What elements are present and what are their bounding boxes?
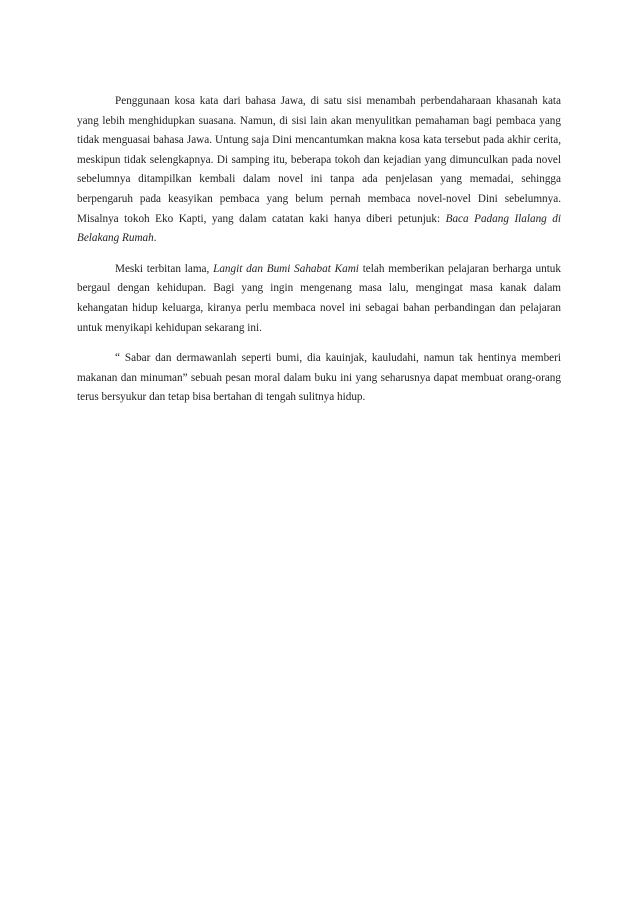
- paragraph-1: [77, 92, 561, 249]
- book-title: Langit dan Bumi Sahabat Kami: [213, 262, 359, 275]
- paragraph-2: [77, 260, 561, 338]
- paragraph-1-italic-reference: Baca Padang Ilalang di Belakang Rumah: [77, 212, 562, 245]
- paragraph-2-before: Meski terbitan lama,: [115, 262, 214, 275]
- paragraph-1-text: Penggunaan kosa kata dari bahasa Jawa, di satu sisi menambah perbendaharaan khasanah kata yang lebih menghidupkan suasana. Namun, di sisi lain akan menyulitkan pemahaman bagi pembaca yang tidak menguasai bahasa Jawa. Untung saja Dini mencantumkan makna kosa kata tersebut pada akhir cerita, meskipun tidak selengkapnya. Di samping itu, beberapa tokoh dan kejadian yang dimunculkan pada novel sebelumnya ditampilkan kembali dalam novel ini tanpa ada penjelasan yang memadai, sehingga berpengaruh pada keasyikan pembaca yang belum pernah membaca novel-novel Dini sebelumnya. Misalnya tokoh Eko Kapti, yang dalam catatan kaki hanya diberi petunjuk:: [77, 95, 561, 225]
- paragraph-3-text: “ Sabar dan dermawanlah seperti bumi, dia kauinjak, kauludahi, namun tak hentinya memberi makanan dan minuman” sebuah pesan moral dalam buku ini yang seharusnya dapat membuat orang-orang terus bersyukur dan tetap bisa bertahan di tengah sulitnya hidup.: [77, 352, 561, 404]
- paragraph-3: [77, 349, 561, 408]
- paragraph-1-end: .: [153, 232, 157, 245]
- paragraph-2-after: telah memberikan pelajaran berharga untuk bergaul dengan kehidupan. Bagi yang ingin mengenang masa lalu, mengingat masa kanak dalam kehangatan hidup keluarga, kiranya perlu membaca novel ini sebagai bahan perbandingan dan pelajaran untuk menyikapi kehidupan sekarang ini.: [77, 262, 561, 334]
- document-page: [77, 92, 561, 419]
